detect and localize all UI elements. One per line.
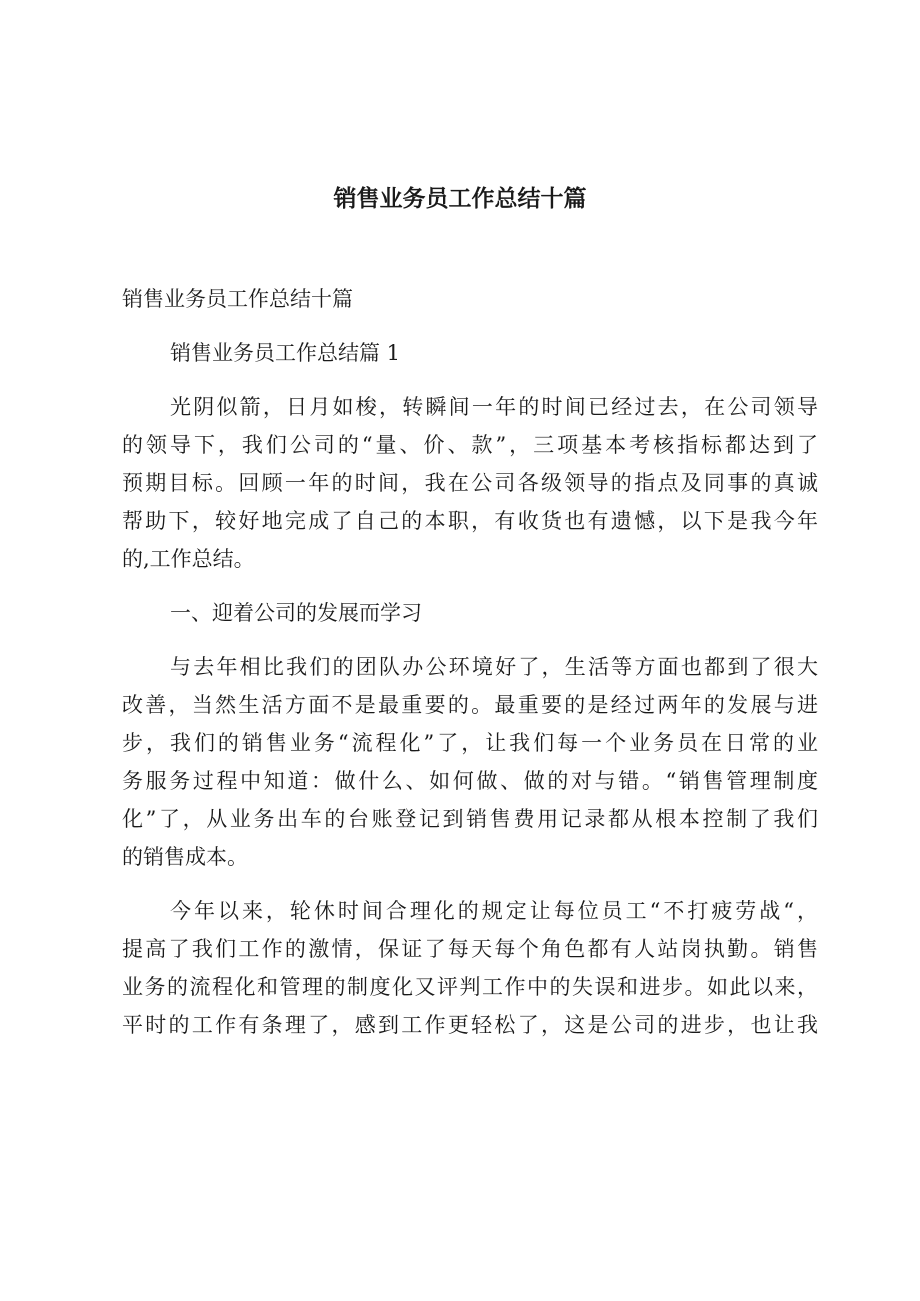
paragraph-line: 化”了，从业务出车的台账登记到销售费用记录都从根本控制了我们 xyxy=(122,807,818,831)
document-subtitle: 销售业务员工作总结十篇 xyxy=(122,287,353,311)
paragraph-1 xyxy=(122,388,818,578)
paragraph-line: 平时的工作有条理了，感到工作更轻松了，这是公司的进步，也让我 xyxy=(122,1013,818,1037)
paragraph-line: 务服务过程中知道：做什么、如何做、做的对与错。“销售管理制度 xyxy=(122,769,818,793)
paragraph-line: 业务的流程化和管理的制度化又评判工作中的失误和进步。如此以来， xyxy=(122,975,818,999)
paragraph-line: 光阴似箭，日月如梭，转瞬间一年的时间已经过去，在公司领导 xyxy=(170,395,818,419)
paragraph-line: 的,工作总结。 xyxy=(122,547,255,571)
paragraph-line: 步，我们的销售业务“流程化”了，让我们每一个业务员在日常的业 xyxy=(122,731,818,755)
subsection-heading: 一、迎着公司的发展而学习 xyxy=(170,601,422,625)
paragraph-line: 的领导下，我们公司的“量、价、款”，三项基本考核指标都达到了 xyxy=(122,433,818,457)
paragraph-3 xyxy=(122,648,818,876)
section-heading: 销售业务员工作总结篇 1 xyxy=(170,341,401,365)
paragraph-line: 与去年相比我们的团队办公环境好了，生活等方面也都到了很大 xyxy=(170,655,818,679)
paragraph-line: 的销售成本。 xyxy=(122,845,248,869)
paragraph-line: 改善，当然生活方面不是最重要的。最重要的是经过两年的发展与进 xyxy=(122,693,818,717)
paragraph-line: 预期目标。回顾一年的时间，我在公司各级领导的指点及同事的真诚 xyxy=(122,471,818,495)
document-body xyxy=(122,280,818,1044)
paragraph-line: 提高了我们工作的激情，保证了每天每个角色都有人站岗执勤。销售 xyxy=(122,937,818,961)
paragraph-2-heading xyxy=(122,594,818,632)
paragraph-4 xyxy=(122,892,818,1044)
document-title: 销售业务员工作总结十篇 xyxy=(333,186,587,212)
paragraph-line: 今年以来，轮休时间合理化的规定让每位员工“不打疲劳战“， xyxy=(170,899,818,923)
paragraph-line: 帮助下，较好地完成了自己的本职，有收货也有遗憾，以下是我今年 xyxy=(122,509,818,533)
